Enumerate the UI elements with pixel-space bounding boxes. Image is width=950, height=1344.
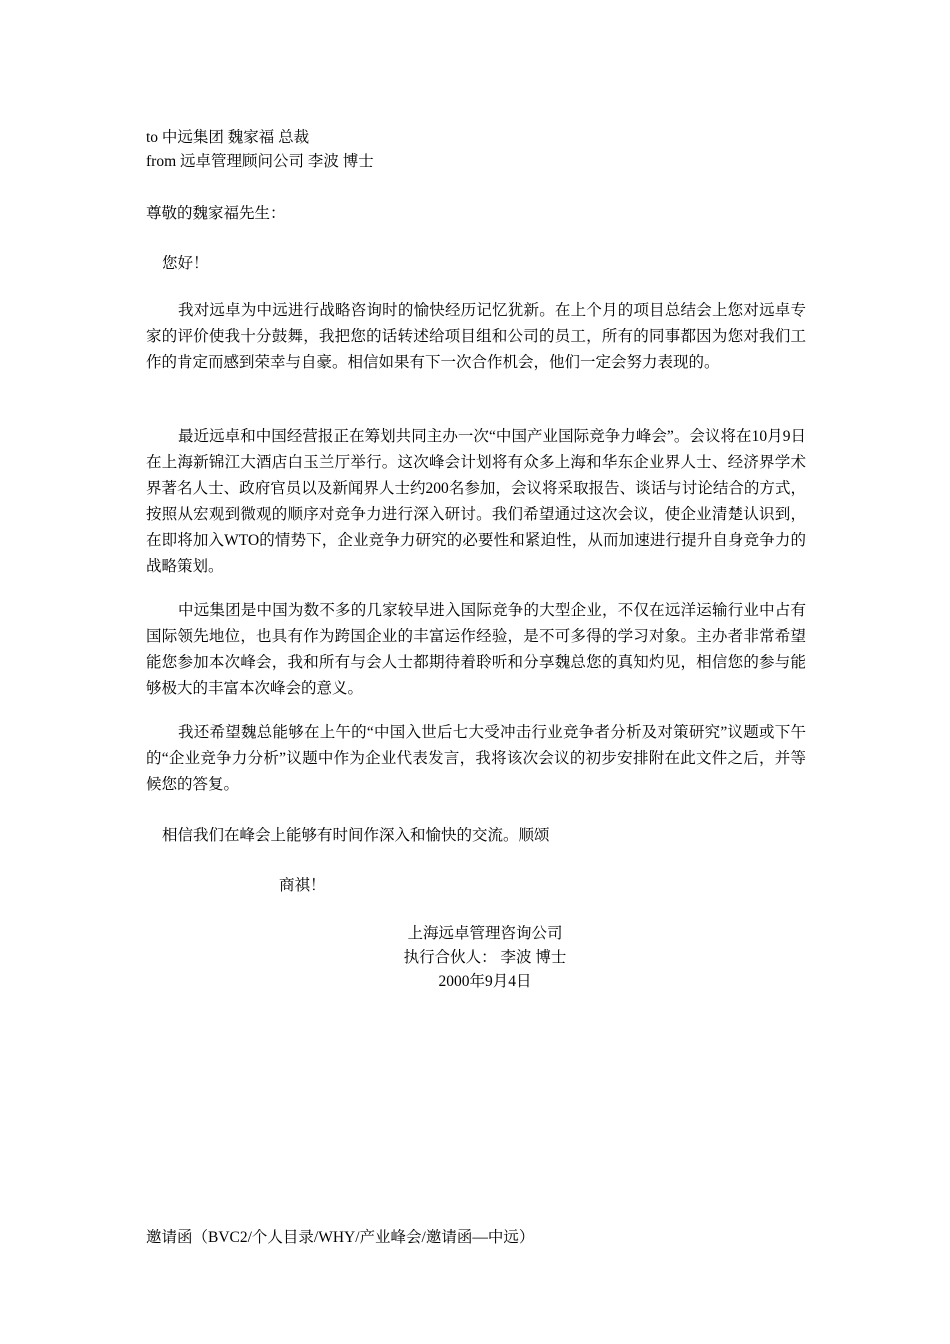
body-paragraph-3: 中远集团是中国为数不多的几家较早进入国际竞争的大型企业，不仅在远洋运输行业中占有国际领先地位，也具有作为跨国企业的丰富运作经验，是不可多得的学习对象。主办者非常希望能您参加本次峰会，我和所有与会人士都期待着聆听和分享魏总您的真知灼见，相信您的参与能够极大的丰富本次峰会的意义。: [146, 602, 806, 697]
signature-block: [380, 922, 590, 994]
regards: 商祺！: [279, 877, 326, 894]
signature-signer: 执行合伙人： 李波 博士: [403, 949, 567, 966]
salutation: 尊敬的魏家福先生：: [146, 205, 286, 222]
closing-line: 相信我们在峰会上能够有时间作深入和愉快的交流。顺颂: [162, 827, 550, 844]
sender-line: from 远卓管理顾问公司 李波 博士: [146, 153, 374, 170]
document-footer: 邀请函（BVC2/个人目录/WHY/产业峰会/邀请函—中远）: [146, 1229, 535, 1246]
signature-company: 上海远卓管理咨询公司: [407, 925, 563, 942]
body-paragraph-1: 我对远卓为中远进行战略咨询时的愉快经历记忆犹新。在上个月的项目总结会上您对远卓专家的评价使我十分鼓舞，我把您的话转述给项目组和公司的员工，所有的同事都因为您对我们工作的肯定而感到荣幸与自豪。相信如果有下一次合作机会，他们一定会努力表现的。: [146, 302, 806, 371]
signature-date: 2000年9月4日: [438, 973, 532, 990]
body-paragraph-4: 我还希望魏总能够在上午的“中国入世后七大受冲击行业竞争者分析及对策研究”议题或下午的“企业竞争力分析”议题中作为企业代表发言，我将该次会议的初步安排附在此文件之后，并等候您的答复。: [146, 724, 806, 793]
recipient-line: to 中远集团 魏家福 总裁: [146, 129, 310, 146]
body-paragraph-2: 最近远卓和中国经营报正在筹划共同主办一次“中国产业国际竞争力峰会”。会议将在10月9日在上海新锦江大酒店白玉兰厅举行。这次峰会计划将有众多上海和华东企业界人士、经济界学术界著名人士、政府官员以及新闻界人士约200名参加，会议将采取报告、谈话与讨论结合的方式，按照从宏观到微观的顺序对竞争力进行深入研讨。我们希望通过这次会议，使企业清楚认识到，在即将加入WTO的情势下，企业竞争力研究的必要性和紧迫性，从而加速进行提升自身竞争力的战略策划。: [146, 428, 806, 575]
greeting: 您好！: [162, 255, 209, 272]
